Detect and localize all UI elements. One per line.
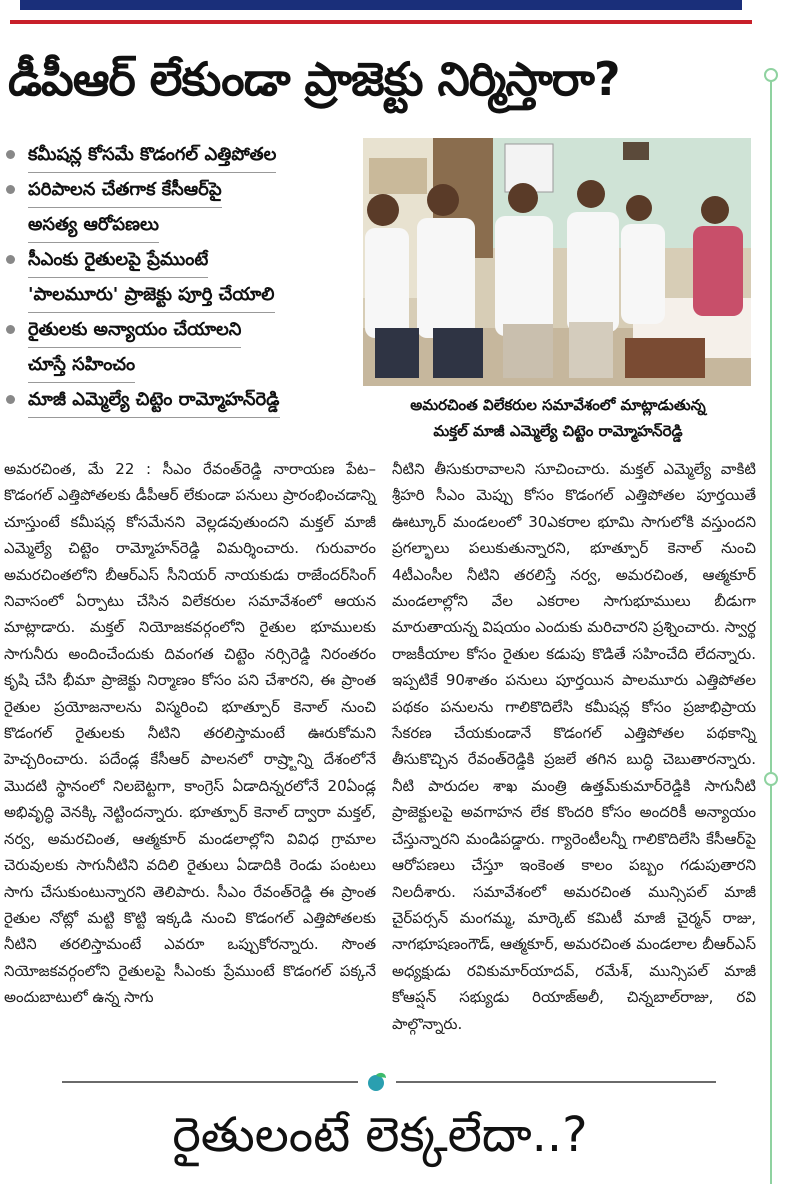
article-column-left	[4, 456, 376, 1011]
bullet-dot-icon	[6, 395, 15, 404]
bullet-item	[0, 138, 355, 173]
bullet-item	[0, 173, 355, 243]
bullet-item	[0, 313, 355, 383]
top-band-blue-bar	[20, 0, 742, 10]
bullet-line: సీఎంకు రైతులపై ప్రేముంటే	[28, 243, 208, 278]
photo-caption-line: మక్తల్ మాజీ ఎమ్మెల్యే చిట్టెం రామ్మోహన్‌రెడ్డి	[433, 422, 683, 440]
top-color-band	[10, 0, 752, 24]
main-headline: డీపీఆర్ లేకుండా ప్రాజెక్టు నిర్మిస్తారా?	[8, 52, 620, 106]
bullet-line: కమీషన్ల కోసమే కొడంగల్ ఎత్తిపోతల	[28, 138, 276, 173]
bottom-divider-left	[62, 1081, 358, 1083]
bottom-headline: రైతులంటే లెక్కలేదా..?	[172, 1107, 588, 1163]
photo-caption	[365, 392, 751, 444]
press-meet-photo-illustration	[363, 138, 751, 386]
bullet-line: పరిపాలన చేతగాక కేసీఆర్‌పై	[28, 173, 222, 208]
photo-caption-line: అమరచింత విలేకరుల సమావేశంలో మాట్లాడుతున్న	[410, 396, 706, 414]
bullet-item	[0, 243, 355, 313]
bullet-line: చూస్తే సహించం	[28, 348, 135, 383]
article-column-right	[392, 456, 756, 1037]
news-photo	[363, 138, 751, 386]
column-rule-right	[770, 75, 772, 1184]
rule-dot-middle	[764, 772, 778, 786]
bullet-dot-icon	[6, 255, 15, 264]
bullet-line: అసత్య ఆరోపణలు	[28, 208, 159, 243]
bullet-item	[0, 383, 355, 418]
rule-dot-top	[764, 68, 778, 82]
bullet-line: రైతులకు అన్యాయం చేయాలని	[28, 313, 241, 348]
bullet-line: 'పాలమూరు' ప్రాజెక్టు పూర్తి చేయాలి	[28, 278, 275, 313]
bullet-line: మాజీ ఎమ్మెల్యే చిట్టెం రామ్మోహన్‌రెడ్డి	[28, 383, 280, 418]
article-paragraph-left: అమరచింత, మే 22 : సీఎం రేవంత్‌రెడ్డి నారాయణ పేట–కొడంగల్ ఎత్తిపోతలకు డీపీఆర్ లేకుండా పనులు ప్రారంభించడాన్ని చూస్తుంటే కమీషన్ల కోసమేనని వెల్లడవుతుందని మక్తల్ మాజీ ఎమ్మెల్యే చిట్టెం రామ్మోహన్‌రెడ్డి విమర్శించారు. గురువారం అమరచింతలోని బీఆర్‌ఎస్ సీనియర్ నాయకుడు రాజేందర్‌సింగ్ నివాసంలో ఏర్పాటు చేసిన విలేకరుల సమావేశంలో ఆయన మాట్లాడారు. మక్తల్ నియోజకవర్గంలోని రైతుల భూములకు సాగునీరు అందించేందుకు దివంగత చిట్టెం నర్సిరెడ్డి నిరంతరం కృషి చేసి భీమా ప్రాజెక్టు నిర్మాణం కోసం పని చేశారని, ఈ ప్రాంత రైతుల ప్రయోజనాలను విస్మరించి భూత్పూర్ కెనాల్ నుంచి కొడంగల్ రైతులకు నీటిని తరలిస్తామంటే ఊరుకోమని హెచ్చరించారు. పదేండ్ల కేసీఆర్ పాలనలో రాష్ర్టాన్ని దేశంలోనే మొదటి స్థానంలో నిలబెట్టగా, కాంగ్రెస్ ఏడాదిన్నరలోనే 20ఏండ్ల అభివృద్ధి వెనక్కి నెట్టిందన్నారు. భూత్పూర్ కెనాల్ ద్వారా మక్తల్, నర్వ, అమరచింత, ఆత్మకూర్ మండలాల్లోని వివిధ గ్రామాల చెరువులకు సాగునీటిని వదిలి రైతులు ఏడాదికి రెండు పంటలు సాగు చేసుకుంటున్నారని తెలిపారు. సీఎం రేవంత్‌రెడ్డి ఈ ప్రాంత రైతుల నోట్లో మట్టి కొట్టి ఇక్కడి నుంచి కొడంగల్ ఎత్తిపోతలకు నీటిని తరలిస్తామంటే ఎవరూ ఒప్పుకోరన్నారు. సొంత నియోజకవర్గంలోని రైతులపై సీఎంకు ప్రేముంటే కొడంగల్ పక్కనే అందుబాటులో ఉన్న సాగు	[4, 460, 376, 1007]
bottom-divider-right	[396, 1081, 716, 1083]
article-paragraph-right: నీటిని తీసుకురావాలని సూచించారు. మక్తల్ ఎమ్మెల్యే వాకిటి శ్రీహరి సీఎం మెప్పు కోసం కొడంగల్ ఎత్తిపోతల పూర్తయితే ఊట్కూర్ మండలంలో 30ఎకరాల భూమి సాగులోకి వస్తుందని ప్రగల్భాలు పలుకుతున్నారని, భూత్పూర్ కెనాల్ నుంచి 4టీఎంసీల నీటిని తరలిస్తే నర్వ, అమరచింత, ఆత్మకూర్ మండలాల్లోని వేల ఎకరాల సాగుభూములు బీడుగా మారుతాయన్న విషయం ఎందుకు మరిచారని ప్రశ్నించారు. స్వార్థ రాజకీయాల కోసం రైతుల కడుపు కొడితే సహించేది లేదన్నారు. ఇప్పటికే 90శాతం పనులు పూర్తయిన పాలమూరు ఎత్తిపోతల పథకం పనులను గాలికొదిలేసి కమీషన్ల కోసం ప్రజాభిప్రాయ సేకరణ చేయకుండానే కొడంగల్ ఎత్తిపోతల పథకాన్ని తీసుకొచ్చిన రేవంత్‌రెడ్డికి ప్రజలే తగిన బుద్ధి చెబుతారన్నారు. నీటి పారుదల శాఖ మంత్రి ఉత్తమ్‌కుమార్‌రెడ్డికి సాగునీటి ప్రాజెక్టులపై అవగాహన లేక కొందరి కోసం అందరికీ అన్యాయం చేస్తున్నారని మండిపడ్డారు. గ్యారెంటీలన్నీ గాలికొదిలేసి కేసీఆర్‌పై ఆరోపణలు చేస్తూ ఇంకెంత కాలం పబ్బం గడుపుతారని నిలదీశారు. సమావేశంలో అమరచింత మున్సిపల్ మాజీ చైర్‌పర్సన్ మంగమ్మ, మార్కెట్ కమిటీ మాజీ చైర్మన్ రాజు, నాగభూషణంగౌడ్, ఆత్మకూర్, అమరచింత మండలాల బీఆర్‌ఎస్ అధ్యక్షుడు రవికుమార్‌యాదవ్, రమేశ్, మున్సిపల్ మాజీ కోఆప్షన్ సభ్యుడు రియాజ్‌అలీ, చిన్నబాల్‌రాజు, రవి పాల్గొన్నారు.	[392, 460, 756, 1033]
bullet-dot-icon	[6, 185, 15, 194]
bullet-dot-icon	[6, 325, 15, 334]
bullet-dot-icon	[6, 150, 15, 159]
highlight-bullet-list	[0, 138, 355, 418]
